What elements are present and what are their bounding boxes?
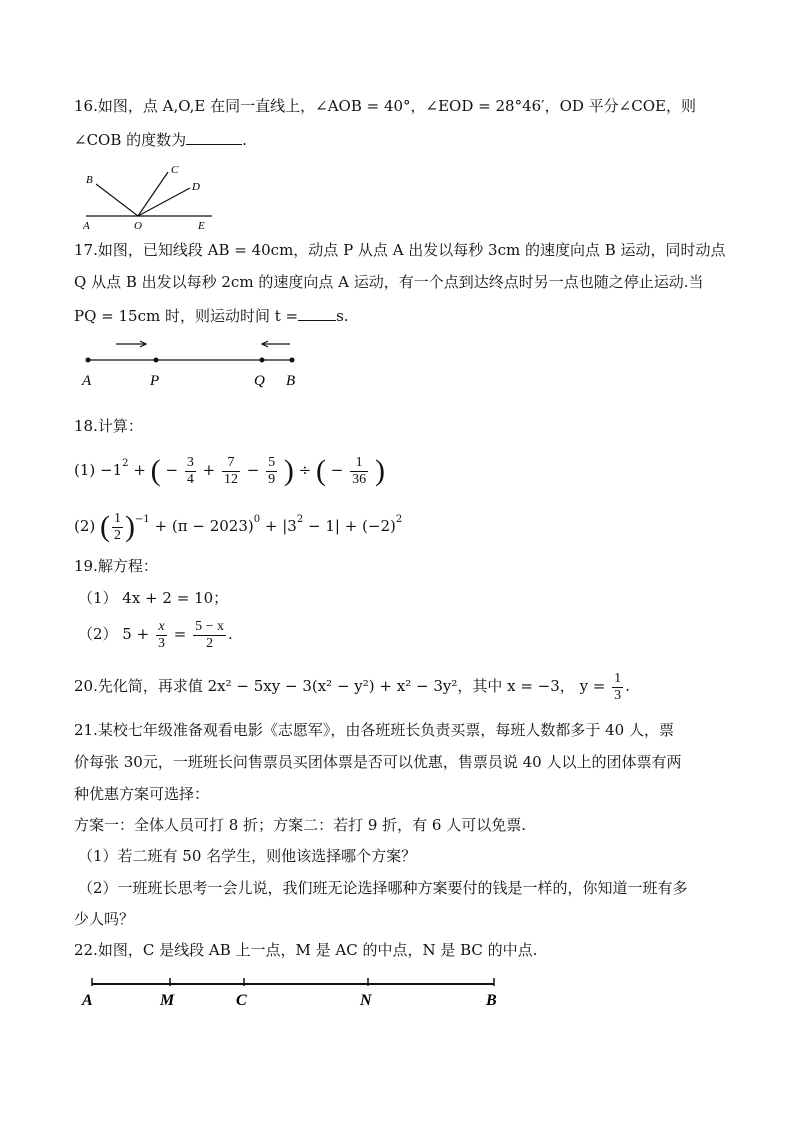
q18-part1 [74,446,385,487]
q22-label-n: N [360,992,372,1009]
q16-ray-od [138,188,190,216]
q18-p1-sign-1: − [165,461,179,479]
q16-line2-text: ∠COB 的度数为 [74,131,187,149]
q20-line [74,668,630,704]
q17-segment-figure [76,334,310,390]
q18-p1-open-paren: ( [150,454,161,487]
q19-p2-label: （2） 5 + [78,625,150,643]
q17-line3-text: PQ = 15cm 时，则运动时间 t = [74,307,299,325]
q18-p1-frac-3-den: 9 [268,471,276,487]
q20-frac-den: 3 [614,687,622,703]
q16-label-e: E [198,220,205,232]
q18-p1-frac-4-num: 1 [350,455,368,472]
q21-line1: 21.某校七年级准备观看电影《志愿军》，由各班班长负责买票，每班人数都多于 40 人，票 [74,721,674,739]
q18-p1-frac-1-num: 3 [186,454,194,470]
q18-p1-frac-4-den: 36 [352,471,367,487]
q16-ray-oc [138,172,168,216]
q17-line3 [74,304,349,326]
q21-line6: （2）一班班长思考一会儿说，我们班无论选择哪种方案要付的钱是一样的，你知道一班有多 [78,879,688,897]
q16-label-a: A [83,220,90,232]
q17-label-p: P [150,373,160,389]
q18-p1-label: (1) [74,461,96,479]
q19-p2-frac2-den: 2 [206,635,214,651]
q19-p2-eq: = [173,625,187,643]
q18-p1-lead-exp: 2 [122,458,129,469]
q17-line1: 17.如图，已知线段 AB = 40cm，动点 P 从点 A 出发以每秒 3cm 的速度向点 B 运动，同时动点 [74,241,726,259]
q16-angle-figure [80,160,220,232]
q16-ray-ob [96,184,138,216]
q22-segment-figure [78,972,508,1014]
q17-point-a [86,358,91,363]
q19-part2 [78,616,233,652]
q17-label-b: B [286,373,296,389]
q18-p1-close-paren: ) [283,454,294,487]
q20-frac-num: 1 [614,670,622,686]
q18-p2-label: (2) [74,517,96,535]
q18-p2-exp3: 2 [296,514,304,525]
q18-p2-exp2: 0 [253,514,261,525]
q18-p1-sign-2: + [202,461,216,479]
q20-frac [612,671,623,704]
q18-p1-frac-4 [350,455,368,488]
q18-p1-frac-3 [266,455,277,488]
q18-p2-exp1: −1 [135,514,150,525]
q18-p1-close-paren-2: ) [374,454,385,487]
q18-p2-open-paren: ( [100,510,111,543]
q18-p1-lead: −1 [100,461,123,479]
q19-p2-end: . [228,625,233,643]
q22-label-m: M [160,992,175,1009]
q20-end: . [625,677,630,695]
q19-part1: （1） 4x + 2 = 10； [78,589,229,607]
q18-p1-frac-3-num: 5 [268,454,276,470]
q17-point-b [290,358,295,363]
q17-point-q [260,358,265,363]
q18-p2-frac [112,511,123,544]
q18-p2-term3: + |3 [264,517,297,535]
q21-line3: 种优惠方案可选择： [74,785,210,803]
q17-answer-blank[interactable] [298,304,336,321]
q18-p2-term3b: − 1| + (−2) [303,517,396,535]
q16-line1: 16.如图，点 A,O,E 在同一直线上，∠AOB = 40°，∠EOD = 28°46′，OD 平分∠COE，则 [74,97,696,115]
q18-p2-close-paren: ) [125,510,136,543]
q16-answer-blank[interactable] [186,128,242,145]
q18-part2 [74,500,403,543]
q19-title: 19.解方程： [74,557,158,575]
q19-p2-frac2 [193,619,226,652]
q18-p1-frac-1-den: 4 [186,471,194,487]
q17-label-q: Q [254,373,265,389]
q21-line7: 少人吗？ [74,910,135,928]
q18-p1-frac-1 [185,455,196,488]
q19-p2-frac1-den: 3 [157,635,165,651]
q17-line2: Q 从点 B 出发以每秒 2cm 的速度向点 A 运动，有一个点到达终点时另一点也随之停止运动.当 [74,273,704,291]
q19-p2-frac2-num: 5 − x [195,618,225,634]
q22-label-a: A [82,992,93,1009]
q18-p1-frac-2 [222,455,240,488]
q18-p2-frac-den: 2 [114,527,122,543]
q21-line2: 价每张 30元，一班班长问售票员买团体票是否可以优惠，售票员说 40 人以上的团体票有两 [74,753,682,771]
q17-label-a: A [82,373,92,389]
q18-p2-exp4: 2 [395,514,403,525]
q16-line2 [74,128,247,150]
q16-line2-end: . [242,131,247,149]
q22-line: 22.如图，C 是线段 AB 上一点，M 是 AC 的中点，N 是 BC 的中点. [74,941,538,959]
q22-label-b: B [486,992,497,1009]
q17-point-p [154,358,159,363]
q19-p2-frac1 [156,619,167,652]
q21-line5: （1）若二班有 50 名学生，则他该选择哪个方案？ [78,847,417,865]
q17-line3-end: s. [336,307,349,325]
q18-p1-sign-3: − [246,461,260,479]
q16-label-o: O [134,220,142,232]
q19-p2-frac1-num: x [156,619,167,636]
q18-p1-plus: + [133,461,146,479]
q21-line4: 方案一：全体人员可打 8 折；方案二：若打 9 折，有 6 人可以免票. [74,816,527,834]
q18-p1-div: ÷ [298,461,312,479]
q18-title: 18.计算： [74,417,143,435]
q18-p1-frac-2-den: 12 [223,471,238,487]
q18-p1-open-paren-2: ( [316,454,327,487]
q16-label-c: C [171,164,179,176]
q16-label-d: D [192,181,200,193]
q18-p2-term2: + (π − 2023) [154,517,254,535]
q22-label-c: C [236,992,247,1009]
q20-text: 20.先化简，再求值 2x² − 5xy − 3(x² − y²) + x² − 3y²，其中 x = −3， y = [74,677,606,695]
q16-label-b: B [86,174,93,186]
q18-p2-frac-num: 1 [114,510,122,526]
q18-p1-frac-2-num: 7 [222,455,240,472]
q18-p1-last-sign: − [330,461,344,479]
